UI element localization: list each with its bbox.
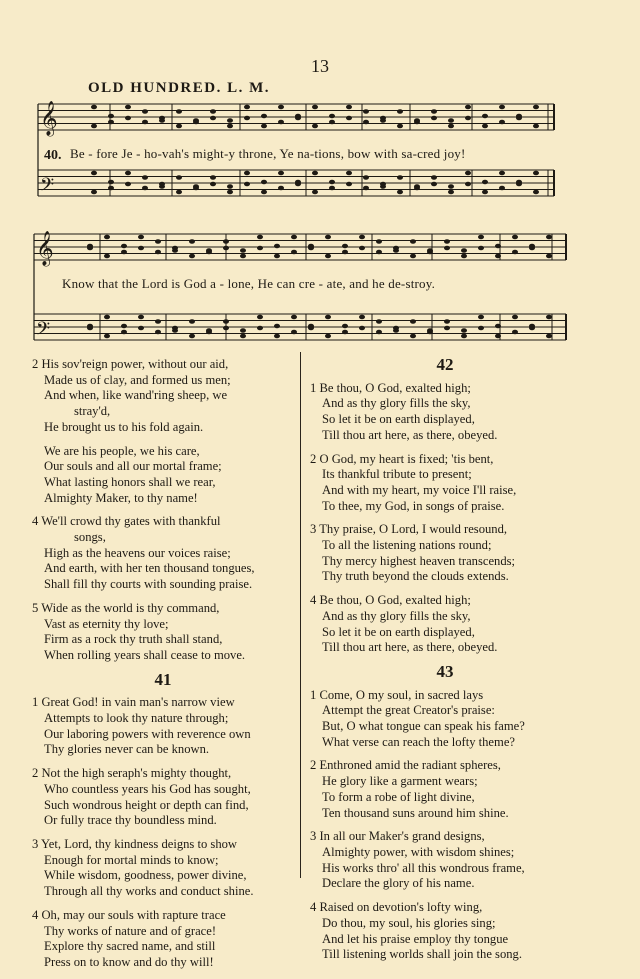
note-head: [414, 186, 420, 191]
note-head: [533, 190, 539, 195]
note-head: [189, 254, 195, 259]
note-head: [478, 246, 484, 251]
note-head: [312, 124, 318, 129]
note-head: [121, 244, 127, 249]
note-head: [104, 235, 110, 240]
note-head: [138, 246, 144, 251]
stanza: [32, 357, 294, 436]
note-head: [210, 175, 216, 180]
note-head: [478, 235, 484, 240]
stanza-line: Vast as eternity thy love;: [44, 616, 169, 631]
note-head: [397, 109, 403, 114]
note-head: [397, 175, 403, 180]
note-head: [448, 118, 454, 123]
stanza: [310, 452, 580, 515]
note-head: [363, 186, 369, 191]
note-head: [431, 182, 437, 187]
hymn-42-number: 42: [436, 355, 454, 374]
note-head: [121, 330, 127, 335]
note-head: [376, 239, 382, 244]
note-head: [244, 116, 250, 121]
note-head: [448, 184, 454, 189]
note-head: [414, 120, 420, 125]
note-head: [138, 326, 144, 331]
note-head: [159, 182, 165, 187]
stanza-line: 3 Thy praise, O Lord, I would resound,: [310, 522, 508, 537]
note-head: [325, 254, 331, 259]
note-head: [359, 246, 365, 251]
note-head: [206, 250, 212, 255]
stanza: [310, 900, 580, 963]
lyrics-line-2: Know that the Lord is God a - lone, He can cre - ate, and he de-stroy.: [62, 276, 436, 291]
note-head: [244, 171, 250, 176]
note-head: [512, 235, 518, 240]
note-head: [261, 180, 267, 185]
note-head: [427, 330, 433, 335]
note-head: [278, 120, 284, 125]
stanza-line: And earth, with her ten thousand tongues,: [44, 561, 255, 576]
note-head: [444, 319, 450, 324]
note-head: [104, 315, 110, 320]
stanza-line: Till thou art here, as there, obeyed.: [322, 427, 498, 442]
stanza-line: Made us of clay, and formed us men;: [44, 372, 231, 387]
note-head: [223, 326, 229, 331]
note-head: [346, 171, 352, 176]
music-notation: [0, 0, 640, 360]
note-head: [546, 334, 552, 339]
stanza: [310, 758, 580, 821]
note-head: [223, 319, 229, 324]
note-head: [359, 326, 365, 331]
note-head: [329, 120, 335, 125]
note-head: [295, 182, 301, 187]
stanza-line: And with my heart, my voice I'll raise,: [322, 482, 517, 497]
note-head: [465, 116, 471, 121]
note-head: [155, 250, 161, 255]
note-head: [342, 244, 348, 249]
hymn-41-number: 41: [154, 669, 172, 689]
note-head: [91, 171, 97, 176]
stanza-line: 2 His sov'reign power, without our aid,: [32, 357, 229, 371]
note-head: [91, 105, 97, 110]
note-head: [465, 182, 471, 187]
stanza-line: To thee, my God, in songs of praise.: [322, 498, 505, 513]
stanza-line: But, O what tongue can speak his fame?: [322, 719, 525, 734]
stanza-line: Such wondrous height or depth can find,: [44, 797, 249, 812]
stanza-line: 4 Oh, may our souls with rapture trace: [32, 907, 226, 922]
note-head: [444, 239, 450, 244]
page-number: 13: [311, 56, 329, 76]
note-head: [108, 180, 114, 185]
stanza-line: Enough for mortal minds to know;: [44, 852, 219, 867]
stanza-line: Thy mercy highest heaven transcends;: [322, 553, 516, 568]
note-head: [363, 120, 369, 125]
note-head: [278, 105, 284, 110]
stanza-line: Or fully trace thy boundless mind.: [44, 813, 217, 828]
note-head: [482, 180, 488, 185]
note-head: [142, 120, 148, 125]
note-head: [363, 175, 369, 180]
note-head: [291, 235, 297, 240]
stanza-line: What verse can reach the lofty theme?: [322, 734, 516, 749]
note-head: [478, 326, 484, 331]
note-head: [257, 326, 263, 331]
stanza-line: Our laboring powers with reverence own: [44, 726, 251, 741]
note-head: [227, 190, 233, 195]
note-head: [533, 105, 539, 110]
note-head: [278, 186, 284, 191]
note-head: [499, 120, 505, 125]
note-head: [210, 109, 216, 114]
note-head: [223, 239, 229, 244]
note-head: [376, 319, 382, 324]
note-head: [210, 116, 216, 121]
note-head: [104, 254, 110, 259]
note-head: [448, 124, 454, 129]
note-head: [244, 105, 250, 110]
stanza: [310, 688, 580, 751]
note-head: [193, 186, 199, 191]
stanza-line: Firm as a rock thy truth shall stand,: [44, 632, 223, 647]
note-head: [410, 334, 416, 339]
stanza-line: Till listening worlds shall join the song.: [322, 947, 522, 962]
note-head: [359, 235, 365, 240]
stanza: [32, 514, 294, 593]
stanza-line: While wisdom, goodness, power divine,: [44, 868, 247, 883]
stanza-line: Attempts to look thy nature through;: [44, 711, 229, 726]
stanza-line: Almighty Maker, to thy name!: [44, 490, 198, 505]
note-head: [274, 254, 280, 259]
stanza-line: Who countless years his God has sought,: [44, 781, 251, 796]
note-head: [223, 246, 229, 251]
note-head: [142, 186, 148, 191]
note-head: [108, 186, 114, 191]
tune-title: OLD HUNDRED. L. M.: [88, 80, 271, 96]
note-head: [308, 246, 314, 251]
clef-glyph: 𝄞: [40, 101, 58, 136]
note-head: [461, 248, 467, 253]
note-head: [261, 114, 267, 119]
note-head: [176, 109, 182, 114]
note-head: [172, 246, 178, 251]
stanza: [32, 837, 294, 900]
stanza-line: Declare the glory of his name.: [322, 876, 475, 891]
note-head: [465, 171, 471, 176]
note-head: [257, 315, 263, 320]
stanza-line: Through all thy works and conduct shine.: [44, 884, 254, 899]
stanza-line: And as thy glory fills the sky,: [322, 396, 471, 411]
note-head: [308, 326, 314, 331]
note-head: [227, 118, 233, 123]
note-head: [125, 116, 131, 121]
note-head: [257, 235, 263, 240]
note-head: [427, 250, 433, 255]
note-head: [227, 184, 233, 189]
stanza-line: Till thou art here, as there, obeyed.: [322, 640, 498, 655]
note-head: [529, 246, 535, 251]
note-head: [329, 180, 335, 185]
lyrics-line-1: Be - fore Je - ho-vah's might-y throne, Ye na-tions, bow with sa-cred joy!: [70, 146, 466, 161]
note-head: [329, 186, 335, 191]
note-head: [499, 105, 505, 110]
note-head: [155, 239, 161, 244]
stanza-line: 4 Raised on devotion's lofty wing,: [310, 900, 483, 915]
note-head: [376, 330, 382, 335]
column-divider: [300, 352, 301, 878]
note-head: [512, 315, 518, 320]
note-head: [495, 254, 501, 259]
clef-glyph: 𝄢: [36, 319, 51, 344]
note-head: [125, 182, 131, 187]
note-head: [312, 190, 318, 195]
note-head: [325, 235, 331, 240]
stanza-line: 2 Enthroned amid the radiant spheres,: [310, 758, 501, 773]
note-head: [363, 109, 369, 114]
note-head: [91, 190, 97, 195]
stanza-line: To all the listening nations round;: [322, 538, 492, 553]
stanza-line: 1 Be thou, O God, exalted high;: [310, 380, 471, 395]
note-head: [495, 334, 501, 339]
note-head: [512, 330, 518, 335]
note-head: [176, 124, 182, 129]
note-head: [155, 319, 161, 324]
note-head: [346, 116, 352, 121]
stanza-line: Almighty power, with wisdom shines;: [322, 844, 515, 859]
note-head: [397, 124, 403, 129]
note-head: [278, 171, 284, 176]
hymn-number-label: 40.: [44, 148, 62, 163]
note-head: [274, 244, 280, 249]
note-head: [104, 334, 110, 339]
stanza: [310, 829, 580, 892]
stanza: [310, 522, 580, 585]
note-head: [244, 182, 250, 187]
note-head: [291, 250, 297, 255]
note-head: [448, 190, 454, 195]
note-head: [240, 254, 246, 259]
note-head: [444, 326, 450, 331]
note-head: [172, 326, 178, 331]
note-head: [529, 326, 535, 331]
note-head: [478, 315, 484, 320]
stanza: [32, 908, 294, 971]
note-head: [431, 109, 437, 114]
note-head: [108, 114, 114, 119]
note-head: [342, 324, 348, 329]
note-head: [461, 328, 467, 333]
stanza-line: And let his praise employ thy tongue: [322, 931, 509, 946]
note-head: [295, 116, 301, 121]
note-head: [495, 244, 501, 249]
note-head: [240, 334, 246, 339]
note-head: [359, 315, 365, 320]
note-head: [87, 246, 93, 251]
note-head: [193, 120, 199, 125]
stanza-line: 2 Not the high seraph's mighty thought,: [32, 766, 232, 781]
stanza-line: 4 Be thou, O God, exalted high;: [310, 593, 471, 608]
hymn-41-stanzas: [32, 695, 294, 970]
note-head: [533, 171, 539, 176]
note-head: [495, 324, 501, 329]
note-head: [342, 250, 348, 255]
note-head: [189, 239, 195, 244]
note-head: [261, 124, 267, 129]
stanza-line: stray'd,: [74, 404, 111, 419]
note-head: [227, 124, 233, 129]
note-head: [482, 114, 488, 119]
note-head: [465, 105, 471, 110]
stanza-line: Thy glories never can be known.: [44, 742, 210, 757]
note-head: [533, 124, 539, 129]
note-head: [431, 175, 437, 180]
stanza-line: Thy works of nature and of grace!: [44, 923, 217, 938]
note-head: [274, 334, 280, 339]
note-head: [546, 254, 552, 259]
stanza: [32, 444, 294, 507]
stanza-line: He glory like a garment wears;: [322, 774, 478, 789]
note-head: [482, 124, 488, 129]
stanza-line: 3 In all our Maker's grand designs,: [310, 829, 485, 844]
hymn-43-number: 43: [436, 661, 454, 681]
note-head: [312, 105, 318, 110]
stanza-line: High as the heavens our voices raise;: [44, 545, 231, 560]
stanza-line: To form a robe of light divine,: [322, 789, 475, 804]
note-head: [329, 114, 335, 119]
stanza-line: 1 Come, O my soul, in sacred lays: [310, 687, 484, 702]
stanza: [32, 766, 294, 829]
note-head: [376, 250, 382, 255]
note-head: [138, 235, 144, 240]
note-head: [240, 248, 246, 253]
note-head: [444, 246, 450, 251]
note-head: [121, 250, 127, 255]
note-head: [240, 328, 246, 333]
note-head: [410, 239, 416, 244]
note-head: [87, 326, 93, 331]
note-head: [482, 190, 488, 195]
note-head: [410, 254, 416, 259]
note-head: [325, 315, 331, 320]
note-head: [325, 334, 331, 339]
stanza: [32, 695, 294, 758]
stanza-line: We are his people, we his care,: [44, 443, 200, 458]
stanza-line: And as thy glory fills the sky,: [322, 608, 471, 623]
note-head: [380, 116, 386, 121]
note-head: [210, 182, 216, 187]
stanza-line: And when, like wand'ring sheep, we: [44, 388, 228, 403]
stanza-line: Explore thy sacred name, and still: [44, 939, 216, 954]
stanza-line: 3 Yet, Lord, thy kindness deigns to show: [32, 836, 238, 851]
stanza-line: So let it be on earth displayed,: [322, 624, 475, 639]
clef-glyph: 𝄞: [36, 231, 54, 266]
note-head: [108, 120, 114, 125]
note-head: [397, 190, 403, 195]
hymn-42-stanzas: [310, 381, 580, 656]
note-head: [189, 319, 195, 324]
stanza-line: Shall fill thy courts with sounding praise.: [44, 577, 253, 592]
stanza-line: 4 We'll crowd thy gates with thankful: [32, 514, 221, 529]
note-head: [155, 330, 161, 335]
stanza: [310, 381, 580, 444]
note-head: [142, 175, 148, 180]
stanza-line: When rolling years shall cease to move.: [44, 647, 246, 662]
note-head: [257, 246, 263, 251]
stanza: [310, 593, 580, 656]
note-head: [176, 175, 182, 180]
note-head: [461, 334, 467, 339]
stanza-line: He brought us to his fold again.: [44, 419, 204, 434]
note-head: [346, 105, 352, 110]
note-head: [189, 334, 195, 339]
note-head: [410, 319, 416, 324]
note-head: [499, 171, 505, 176]
stanza-line: 1 Great God! in vain man's narrow view: [32, 695, 235, 710]
note-head: [546, 315, 552, 320]
stanza: [32, 601, 294, 664]
note-head: [176, 190, 182, 195]
note-head: [516, 116, 522, 121]
clef-glyph: 𝄢: [40, 175, 55, 200]
left-column: [32, 357, 294, 979]
hymn-40-stanzas: [32, 357, 294, 664]
note-head: [393, 246, 399, 251]
stanza-line: Press on to know and do thy will!: [44, 954, 214, 969]
note-head: [380, 182, 386, 187]
stanza-line: Our souls and all our mortal frame;: [44, 459, 222, 474]
stanza-line: His works thro' all this wondrous frame,: [322, 860, 525, 875]
note-head: [346, 182, 352, 187]
stanza-line: songs,: [74, 530, 106, 545]
stanza-line: 5 Wide as the world is thy command,: [32, 600, 220, 615]
stanza-line: So let it be on earth displayed,: [322, 412, 475, 427]
note-head: [342, 330, 348, 335]
note-head: [138, 315, 144, 320]
note-head: [546, 235, 552, 240]
note-head: [312, 171, 318, 176]
note-head: [291, 315, 297, 320]
note-head: [431, 116, 437, 121]
note-head: [261, 190, 267, 195]
note-head: [142, 109, 148, 114]
note-head: [159, 116, 165, 121]
note-head: [291, 330, 297, 335]
note-head: [121, 324, 127, 329]
stanza-line: Ten thousand suns around him shine.: [322, 805, 509, 820]
note-head: [274, 324, 280, 329]
stanza-line: What lasting honors shall we rear,: [44, 474, 216, 489]
stanza-line: Thy truth beyond the clouds extends.: [322, 569, 509, 584]
right-column: [310, 357, 580, 971]
stanza-line: Its thankful tribute to present;: [322, 467, 472, 482]
note-head: [125, 105, 131, 110]
note-head: [516, 182, 522, 187]
stanza-line: 2 O God, my heart is fixed; 'tis bent,: [310, 451, 494, 466]
hymn-43-stanzas: [310, 688, 580, 963]
note-head: [461, 254, 467, 259]
note-head: [499, 186, 505, 191]
note-head: [206, 330, 212, 335]
note-head: [512, 250, 518, 255]
note-head: [91, 124, 97, 129]
note-head: [393, 326, 399, 331]
stanza-line: Attempt the great Creator's praise:: [322, 703, 495, 718]
stanza-line: Do thou, my soul, his glories sing;: [322, 915, 496, 930]
note-head: [125, 171, 131, 176]
